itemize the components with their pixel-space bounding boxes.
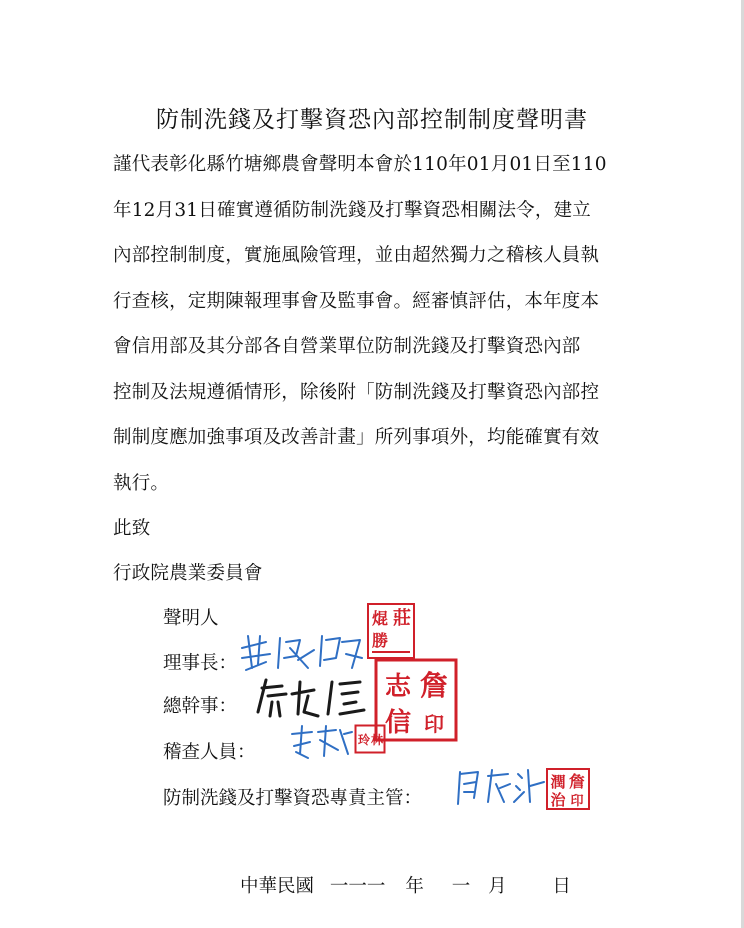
svg-text:莊: 莊: [393, 608, 411, 629]
body-line: 制制度應加強事項及改善計畫」所列事項外，均能確實有效: [113, 427, 600, 448]
chairman-seal: [366, 602, 416, 660]
declarant-label: 聲明人: [163, 608, 219, 629]
svg-text:詹: 詹: [568, 772, 586, 791]
svg-text:治: 治: [550, 791, 566, 809]
svg-text:林: 林: [370, 733, 384, 747]
svg-text:印: 印: [424, 712, 444, 736]
date-month-unit: 月: [488, 876, 507, 897]
svg-text:勝: 勝: [371, 631, 389, 650]
body-line: 年12月31日確實遵循防制洗錢及打擊資恐相關法令，建立: [113, 200, 591, 221]
body-line: 會信用部及其分部各自營業單位防制洗錢及打擊資恐內部: [113, 336, 581, 357]
recipient-text: 行政院農業委員會: [113, 563, 263, 584]
general-manager-label: 總幹事：: [163, 696, 238, 717]
aml-officer-label: 防制洗錢及打擊資恐專責主管：: [163, 788, 423, 809]
aml-officer-seal: [545, 767, 591, 811]
svg-text:詹: 詹: [419, 669, 449, 702]
svg-text:志: 志: [384, 672, 412, 702]
chairman-signature: [236, 628, 366, 678]
svg-text:印: 印: [570, 794, 584, 809]
body-line: 執行。: [113, 473, 170, 494]
document-title: 防制洗錢及打擊資恐內部控制制度聲明書: [156, 107, 588, 133]
document-date: [240, 872, 571, 898]
svg-text:焜: 焜: [371, 609, 389, 628]
body-line: 謹代表彰化縣竹塘鄉農會聲明本會於110年01月01日至110: [113, 154, 607, 175]
closing-text: 此致: [113, 518, 151, 539]
date-era: 中華民國: [240, 876, 315, 897]
general-manager-signature: [252, 672, 372, 722]
body-line: 行查核，定期陳報理事會及監事會。經審慎評估，本年度本: [113, 291, 600, 312]
auditor-label: 稽查人員：: [163, 742, 256, 763]
date-day-unit: 日: [552, 876, 571, 897]
body-line: 控制及法規遵循情形，除後附「防制洗錢及打擊資恐內部控: [113, 382, 600, 403]
aml-officer-signature: [452, 762, 550, 810]
svg-text:潤: 潤: [550, 773, 566, 791]
svg-text:信: 信: [384, 708, 412, 738]
date-year: 一一一: [329, 876, 386, 897]
chairman-label: 理事長：: [163, 653, 238, 674]
auditor-signature: [286, 720, 356, 762]
auditor-seal: [354, 724, 386, 754]
date-month: 一: [451, 876, 471, 897]
date-year-unit: 年: [405, 876, 424, 897]
body-line: 內部控制制度，實施風險管理，並由超然獨力之稽核人員執: [113, 245, 600, 266]
svg-text:玲: 玲: [357, 733, 371, 747]
